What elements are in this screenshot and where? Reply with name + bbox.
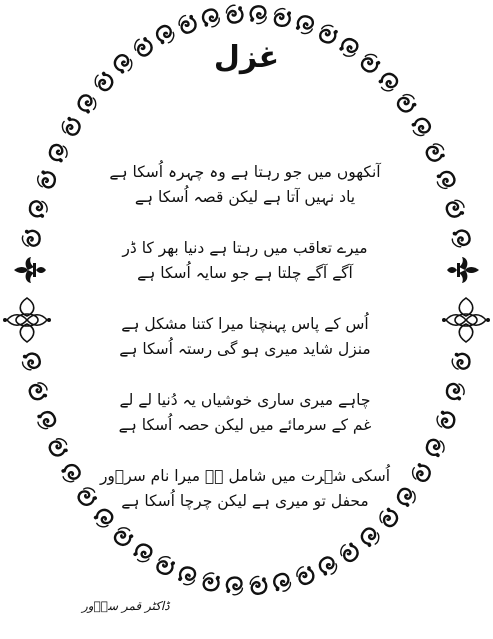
scroll-swirl-ornament [47, 436, 69, 458]
scroll-swirl-ornament [435, 410, 457, 431]
poem-line: چاہے میری ساری خوشیاں یہ دُنیا لے لے [119, 391, 371, 409]
poem-line: آنکھوں میں جو رہتا ہے وہ چہرہ اُسکا ہے [109, 163, 381, 181]
scroll-swirl-ornament [424, 141, 446, 163]
scroll-swirl-ornament [451, 352, 471, 370]
scroll-swirl-ornament [295, 14, 316, 36]
scroll-swirl-ornament [250, 6, 267, 24]
scroll-swirl-ornament [76, 92, 99, 115]
scroll-swirl-ornament [60, 462, 83, 484]
scroll-swirl-ornament [451, 229, 471, 247]
scroll-swirl-ornament [273, 573, 292, 593]
scroll-swirl-ornament [250, 576, 267, 594]
scroll-swirl-ornament [28, 199, 49, 219]
scroll-swirl-ornament [202, 8, 221, 28]
scroll-swirl-ornament [226, 577, 243, 595]
left-knot-ornament [3, 298, 51, 342]
scroll-swirl-ornament [424, 437, 446, 459]
poem-line: یاد نہیں آتا ہے لیکن قصہ اُسکا ہے [134, 188, 356, 206]
scroll-swirl-ornament [201, 572, 220, 592]
scroll-swirl-ornament [21, 229, 41, 247]
poem-line: غم کے سرمائے میں لیکن حصہ اُسکا ہے [118, 416, 372, 434]
poem-line: میرے تعاقب میں رہتا ہے دنیا بھر کا ڈر [122, 239, 368, 257]
scroll-swirl-ornament [445, 199, 466, 219]
scroll-swirl-ornament [295, 564, 316, 586]
couplet-1 [95, 160, 395, 210]
scroll-swirl-ornament [273, 7, 292, 27]
scroll-swirl-ornament [445, 382, 466, 402]
couplet-5 [95, 464, 395, 514]
scroll-swirl-ornament [395, 91, 418, 114]
poem-line: اُسکی شہرت میں شامل ہے میرا نام سرؔور [99, 467, 391, 485]
scroll-swirl-ornament [21, 352, 41, 370]
poem-line: آگے آگے چلتا ہے جو سایہ اُسکا ہے [137, 264, 353, 282]
scroll-swirl-ornament [154, 554, 176, 577]
scroll-swirl-ornament [47, 142, 69, 164]
scroll-swirl-ornament [395, 485, 418, 508]
scroll-swirl-ornament [59, 116, 82, 138]
left-fleur-de-lis-ornament [14, 257, 46, 283]
scroll-swirl-ornament [317, 555, 339, 578]
scroll-swirl-ornament [132, 542, 155, 565]
poem-line: اُس کے پاس پہنچنا میرا کتنا مشکل ہے [121, 315, 369, 333]
page-title: غزل [213, 40, 280, 75]
author-signature: ڈاکٹر قمر سرؔور [82, 599, 170, 613]
poem-line: محفل تو میری ہے لیکن چرچا اُسکا ہے [121, 492, 369, 510]
scroll-swirl-ornament [410, 462, 433, 484]
scroll-swirl-ornament [177, 13, 198, 35]
scroll-swirl-ornament [338, 541, 361, 564]
couplet-3 [95, 312, 395, 362]
couplet-4 [95, 388, 395, 438]
scroll-swirl-ornament [226, 5, 243, 23]
right-fleur-de-lis-ornament [447, 257, 479, 283]
right-knot-ornament [442, 298, 490, 342]
scroll-swirl-ornament [435, 170, 457, 191]
scroll-swirl-ornament [410, 116, 433, 138]
couplet-2 [95, 236, 395, 286]
poem-body [95, 160, 395, 540]
poem-line: منزل شاید میری ہو گی رستہ اُسکا ہے [119, 340, 371, 358]
scroll-swirl-ornament [36, 410, 58, 431]
scroll-swirl-ornament [177, 565, 198, 587]
scroll-swirl-ornament [28, 381, 49, 401]
scroll-swirl-ornament [35, 169, 57, 190]
